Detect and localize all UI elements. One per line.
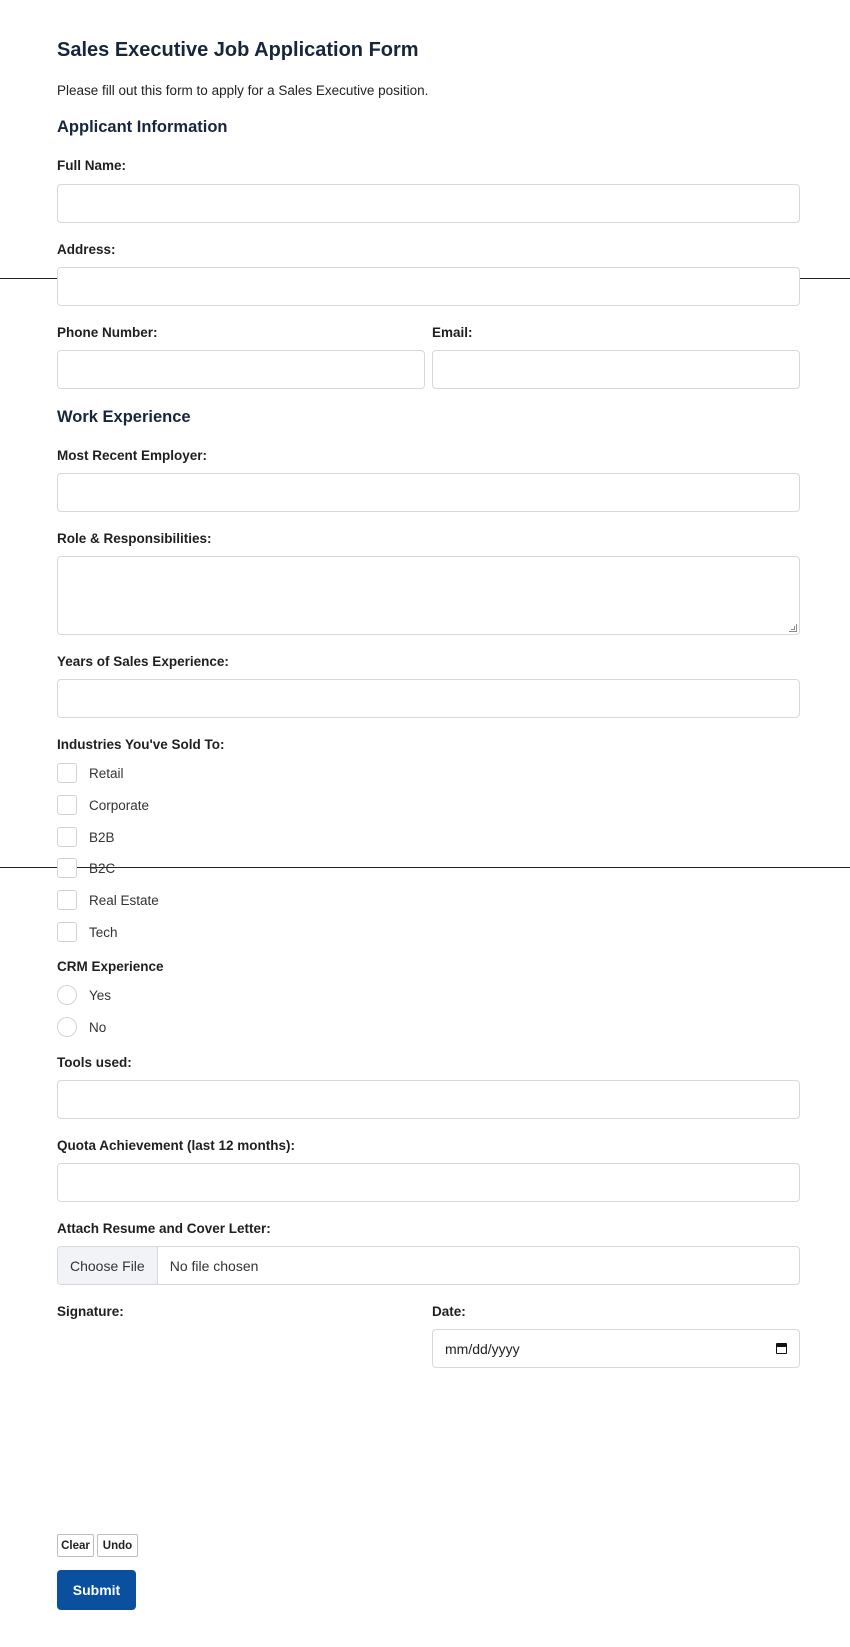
industry-option-label: B2B [89, 829, 115, 845]
employer-input[interactable] [57, 473, 800, 512]
phone-input[interactable] [57, 350, 425, 389]
crm-option-no[interactable] [57, 1016, 106, 1038]
form-intro: Please fill out this form to apply for a Sales Executive position. [57, 83, 429, 98]
email-input[interactable] [432, 350, 800, 389]
industry-checkbox[interactable] [57, 890, 77, 910]
crm-radio[interactable] [57, 985, 77, 1005]
address-input[interactable] [57, 267, 800, 306]
years-label: Years of Sales Experience: [57, 654, 229, 669]
crm-option-label: No [89, 1019, 107, 1035]
divider-line [0, 867, 850, 868]
industry-checkbox[interactable] [57, 858, 77, 878]
full-name-label: Full Name: [57, 158, 127, 173]
submit-button[interactable]: Submit [57, 1570, 136, 1610]
applicant-heading: Applicant Information [57, 118, 228, 136]
resume-file-input[interactable] [57, 1246, 800, 1285]
crm-option-label: Yes [89, 987, 112, 1003]
signature-pad[interactable] [57, 1330, 417, 1520]
employer-label: Most Recent Employer: [57, 448, 208, 463]
industry-option-b2c[interactable] [57, 857, 115, 879]
industry-option-real-estate[interactable] [57, 889, 159, 911]
date-label: Date: [432, 1304, 466, 1319]
industry-checkbox[interactable] [57, 827, 77, 847]
address-label: Address: [57, 242, 116, 257]
industry-option-label: B2C [89, 860, 116, 876]
industry-option-label: Retail [89, 765, 124, 781]
industry-option-label: Tech [89, 924, 118, 940]
crm-radio[interactable] [57, 1017, 77, 1037]
years-input[interactable] [57, 679, 800, 718]
quota-input[interactable] [57, 1163, 800, 1202]
role-textarea[interactable] [57, 556, 800, 635]
crm-option-yes[interactable] [57, 984, 111, 1006]
email-label: Email: [432, 325, 473, 340]
industry-checkbox[interactable] [57, 795, 77, 815]
page-title: Sales Executive Job Application Form [57, 39, 419, 61]
full-name-input[interactable] [57, 184, 800, 223]
industry-option-label: Real Estate [89, 892, 159, 908]
role-label: Role & Responsibilities: [57, 531, 212, 546]
industry-option-retail[interactable] [57, 762, 124, 784]
choose-file-button[interactable]: Choose File [58, 1247, 158, 1284]
industries-label: Industries You've Sold To: [57, 737, 225, 752]
resize-handle-icon[interactable] [789, 624, 797, 632]
tools-label: Tools used: [57, 1055, 132, 1070]
calendar-icon[interactable] [776, 1343, 787, 1354]
signature-label: Signature: [57, 1304, 124, 1319]
undo-signature-button[interactable]: Undo [97, 1534, 138, 1557]
industry-option-b2b[interactable] [57, 826, 115, 848]
file-status: No file chosen [169, 1257, 259, 1274]
crm-label: CRM Experience [57, 959, 164, 974]
industry-checkbox[interactable] [57, 763, 77, 783]
phone-label: Phone Number: [57, 325, 158, 340]
industry-checkbox[interactable] [57, 922, 77, 942]
attach-label: Attach Resume and Cover Letter: [57, 1221, 271, 1236]
quota-label: Quota Achievement (last 12 months): [57, 1138, 296, 1153]
date-input[interactable] [432, 1329, 800, 1368]
tools-input[interactable] [57, 1080, 800, 1119]
date-placeholder: mm/dd/yyyy [445, 1340, 520, 1357]
work-heading: Work Experience [57, 408, 191, 426]
clear-signature-button[interactable]: Clear [57, 1534, 94, 1557]
industry-option-tech[interactable] [57, 921, 118, 943]
industry-option-label: Corporate [89, 797, 150, 813]
industry-option-corporate[interactable] [57, 794, 149, 816]
